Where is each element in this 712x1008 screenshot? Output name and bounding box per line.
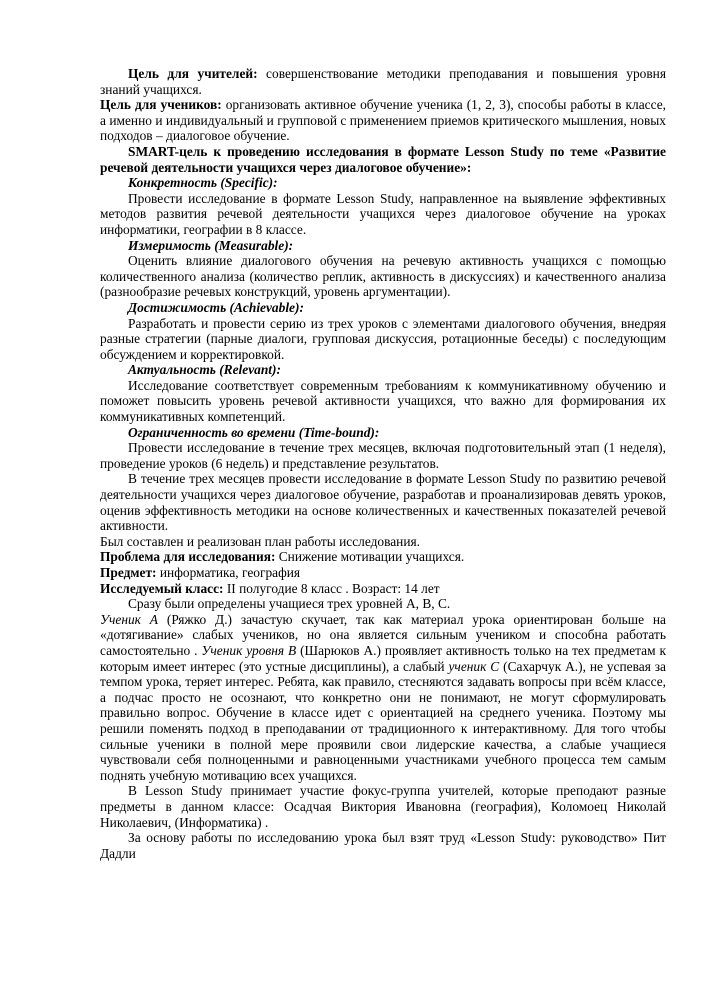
relevant-text: Исследование соответствует современным требованиям к коммуникативному обучению и поможет повысить уровень речевой активности учащихся, что важно для формирования их коммуникативных компетенций. [100, 377, 666, 425]
basis-paragraph: За основу работы по исследованию урока был взят труд «Lesson Study: руководство» Пит Дадли [100, 830, 666, 861]
class-text: II полугодие 8 класс . Возраст: 14 лет [223, 580, 440, 596]
measurable-text: Оценить влияние диалогового обучения на речевую активность учащихся с помощью количественного анализа (количество реплик, активность в дискуссиях) и качественного анализа (разнообразие речевых конструкций, уровень аргументации). [100, 253, 666, 300]
problem-label: Проблема для исследования: [100, 549, 276, 565]
specific-text: Провести исследование в формате Lesson Study, направленное на выявление эффективных методов развития речевой деятельности учащихся через диалоговое обучение на уроках информатики, географии в 8 классе. [100, 190, 666, 237]
student-a-label: Ученик А [100, 611, 158, 627]
class-line [100, 581, 666, 597]
students-paragraph [100, 612, 666, 784]
student-c-text: (Сахарчук А.), не успевая за темпом урока, теряет интерес. Ребята, как правило, стесняются задавать вопросы при всём классе, а подчас просто не осознают, что конкретно они не понимают, не могут сформулировать правильно вопрос. Обучение в классе идет с ориентацией на среднего ученика. Поэтому мы решили поменять подход в преподавании от традиционного к интерактивному. Для того чтобы сильные ученики в полной мере проявили свои лидерские качества, а слабые учащиеся чувствовали себя полноценными и равноценными участниками учебного процесса тем самым поднять учебную мотивацию всех учащихся. [100, 658, 667, 783]
summary-paragraph: В течение трех месяцев провести исследование в формате Lesson Study по развитию речевой деятельности учащихся через диалоговое обучение, разработав и проанализировав девять уроков, оценив эффективность методики на основе количественных и качественных показателей речевой активности. [100, 471, 666, 534]
timebound-heading: Ограниченность во времени (Time-bound): [128, 424, 380, 440]
class-label: Исследуемый класс: [100, 580, 224, 596]
goal-students-text: организовать активное обучение ученика (1, 2, 3), способы работы в классе, а именно и индивидуальный и групповой с применением приемов критического мышления, новых подходов – диалоговое обучение. [100, 97, 666, 144]
subject-line [100, 565, 666, 581]
problem-line [100, 549, 666, 565]
student-b-text: (Шарюков А.) проявляет активность только на тех предметам к которым имеет интерес (это устные дисциплины), а слабый [100, 642, 666, 674]
problem-text: Снижение мотивации учащихся. [275, 549, 465, 565]
goal-students-label: Цель для учеников: [100, 97, 222, 113]
subject-text: информатика, география [156, 565, 301, 580]
goal-teachers-paragraph [100, 66, 666, 97]
timebound-text: Провести исследование в течение трех месяцев, включая подготовительный этап (1 неделя), проведение уроков (6 недель) и представление результатов. [100, 440, 666, 471]
specific-heading: Конкретность (Specific): [128, 175, 278, 191]
subject-label: Предмет: [100, 565, 157, 580]
focus-group-paragraph: В Lesson Study принимает участие фокус-группа учителей, которые преподают разные предметы в данном классе: Осадчая Виктория Ивановна (география), Коломоец Николай Николаевич, (Информатика) . [100, 783, 666, 830]
document-body [100, 66, 666, 861]
goal-teachers-label: Цель для учителей: [128, 66, 258, 81]
levels-line: Сразу были определены учащиеся трех уровней А, В, С. [128, 596, 451, 612]
achievable-text: Разработать и провести серию из трех уроков с элементами диалогового обучения, внедряя разные стратегии (парные диалоги, групповая дискуссия, ротационные беседы) с последующим обсуждением и корректировкой. [100, 315, 666, 362]
relevant-heading: Актуальность (Relevant): [128, 362, 281, 378]
measurable-heading: Измеримость (Measurable): [128, 237, 294, 253]
plan-line: Был составлен и реализован план работы исследования. [100, 533, 421, 549]
smart-title: SMART-цель к проведению исследования в формате Lesson Study по теме «Развитие речевой деятельности учащихся через диалоговое обучение»: [100, 143, 666, 175]
achievable-heading: Достижимость (Achievable): [128, 299, 304, 315]
goal-students-paragraph [100, 97, 666, 144]
student-c-label: ученик С [448, 658, 500, 674]
student-b-label: Ученик уровня В [201, 642, 297, 658]
student-a-text: (Ряжко Д.) зачастую скучает, так как материал урока ориентирован больше на «дотягивание» слабых учеников, но она является сильным учеником и способна работать самостоятельно . [100, 611, 666, 658]
goal-teachers-text: совершенствование методики преподавания и повышения уровня знаний учащихся. [100, 66, 666, 97]
